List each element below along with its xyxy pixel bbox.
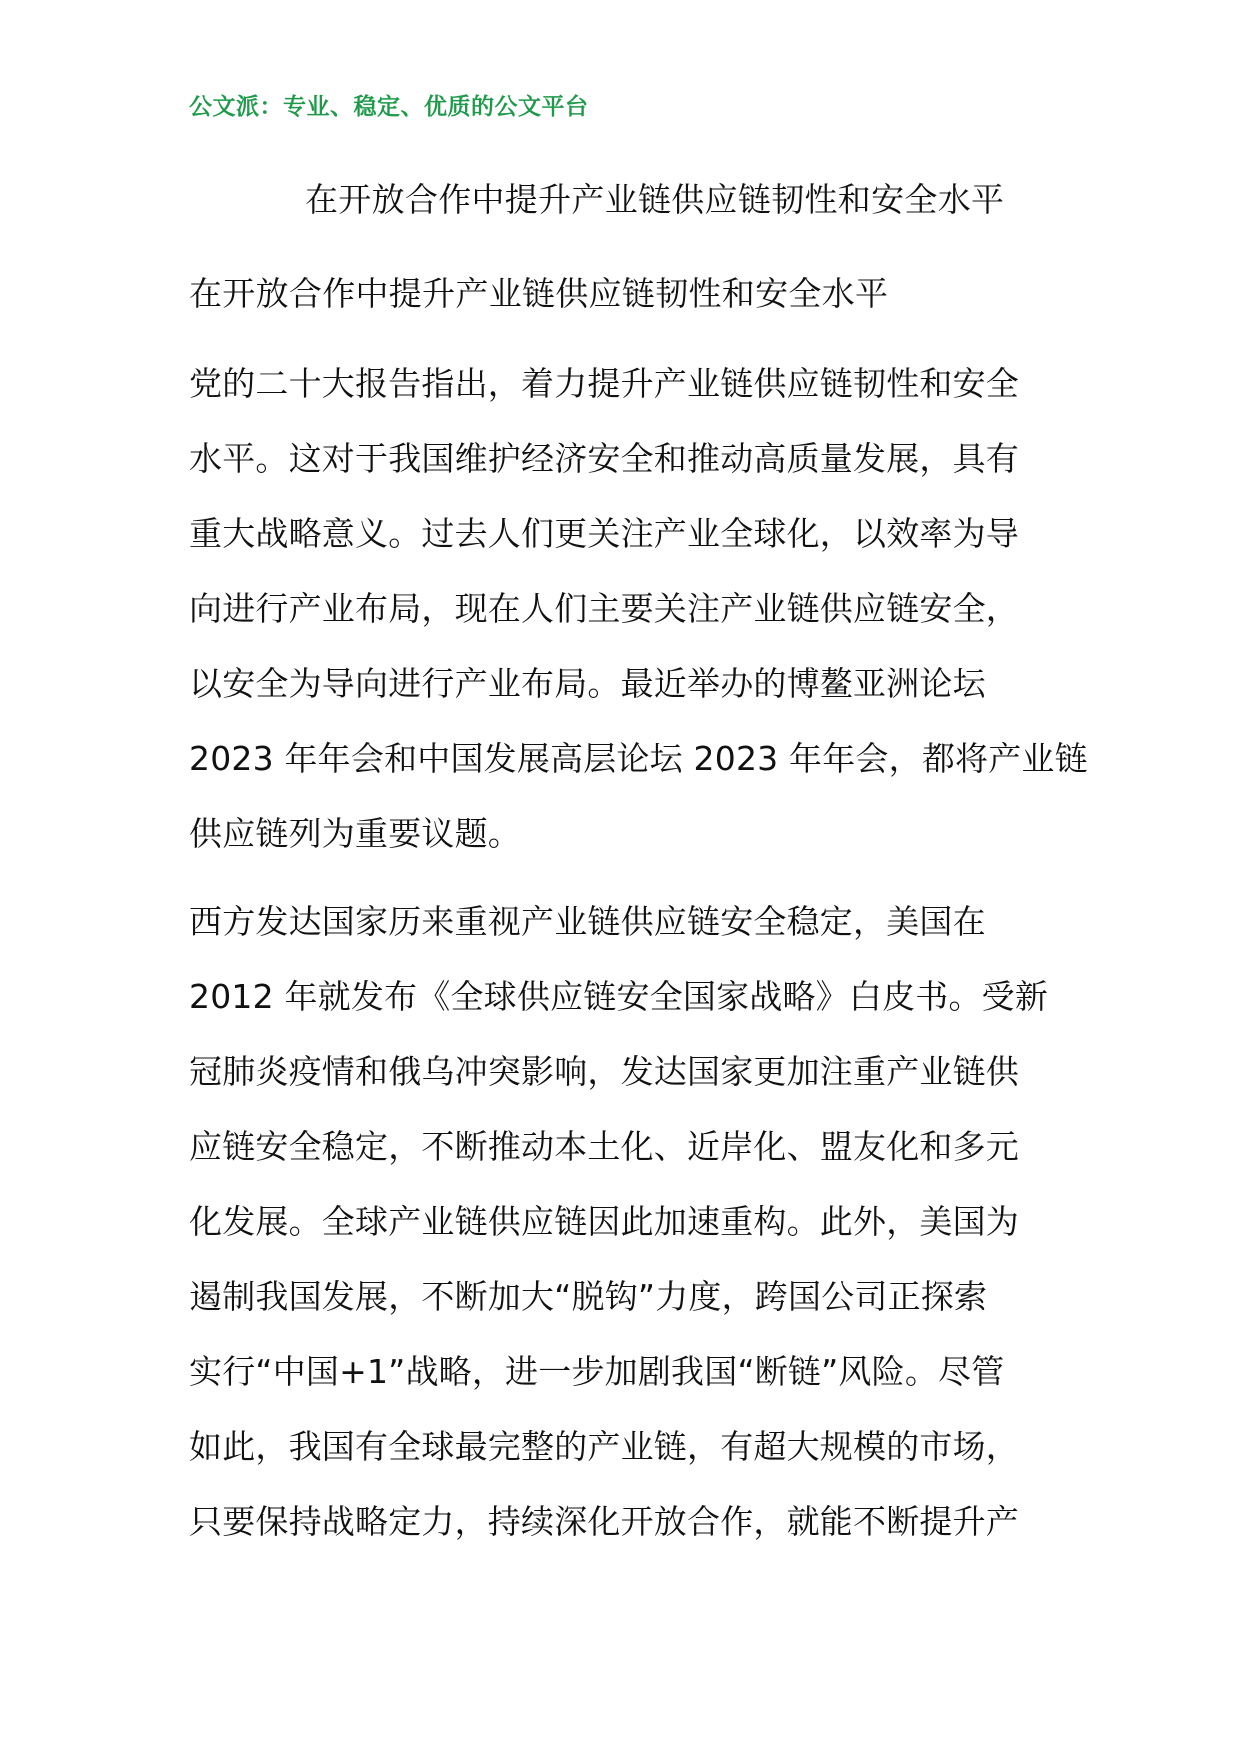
body-paragraph-2 <box>189 884 1079 1559</box>
paragraph-line: 2012 年就发布《全球供应链安全国家战略》白皮书。受新 <box>189 977 1049 1016</box>
paragraph-line: 西方发达国家历来重视产业链供应链安全稳定，美国在 <box>189 902 986 941</box>
paragraph-line: 2023 年年会和中国发展高层论坛 2023 年年会，都将产业链 <box>189 739 1088 778</box>
paragraph-line: 向进行产业布局，现在人们主要关注产业链供应链安全， <box>189 589 1019 628</box>
header-brand-text: 公文派：专业、稳定、优质的公文平台 <box>189 94 589 120</box>
paragraph-line: 冠肺炎疫情和俄乌冲突影响，发达国家更加注重产业链供 <box>189 1052 1019 1091</box>
paragraph-line: 水平。这对于我国维护经济安全和推动高质量发展，具有 <box>189 439 1019 478</box>
paragraph-line: 重大战略意义。过去人们更关注产业全球化，以效率为导 <box>189 514 1019 553</box>
paragraph-line: 供应链列为重要议题。 <box>189 814 521 853</box>
paragraph-line: 实行“中国+1”战略，进一步加剧我国“断链”风险。尽管 <box>189 1352 1005 1391</box>
paragraph-line: 只要保持战略定力，持续深化开放合作，就能不断提升产 <box>189 1502 1019 1541</box>
paragraph-line: 遏制我国发展，不断加大“脱钩”力度，跨国公司正探索 <box>189 1277 988 1316</box>
paragraph-line: 以安全为导向进行产业布局。最近举办的博鳌亚洲论坛 <box>189 664 986 703</box>
paragraph-line: 如此，我国有全球最完整的产业链，有超大规模的市场， <box>189 1427 1019 1466</box>
paragraph-line: 化发展。全球产业链供应链因此加速重构。此外，美国为 <box>189 1202 1019 1241</box>
document-title: 在开放合作中提升产业链供应链韧性和安全水平 <box>305 180 1005 219</box>
body-paragraph-1 <box>189 346 1088 871</box>
paragraph-line: 应链安全稳定，不断推动本土化、近岸化、盟友化和多元 <box>189 1127 1019 1166</box>
document-subtitle: 在开放合作中提升产业链供应链韧性和安全水平 <box>189 274 889 313</box>
paragraph-line: 党的二十大报告指出，着力提升产业链供应链韧性和安全 <box>189 364 1019 403</box>
